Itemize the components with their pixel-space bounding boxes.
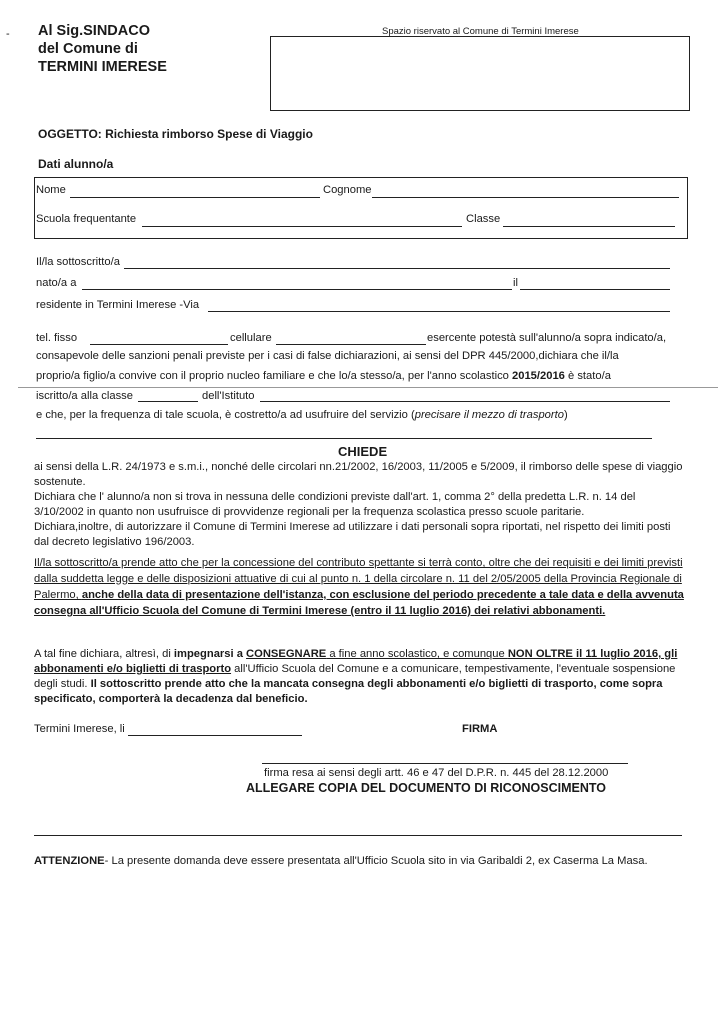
subject: OGGETTO: Richiesta rimborso Spese di Viaggio xyxy=(38,127,313,141)
via-field[interactable] xyxy=(208,311,670,312)
reserved-box xyxy=(270,36,690,111)
p5-g: Il sottoscritto prende atto che la mancata consegna degli abbonamenti e/o biglietti di trasporto, come sopra specificato, comporterà la decadenza dal beneficio. xyxy=(34,678,663,705)
line3-b: è stato/a xyxy=(564,370,611,382)
addressee-line3: TERMINI IMERESE xyxy=(38,59,167,75)
tel-fisso-label: tel. fisso xyxy=(36,332,78,344)
cognome-field[interactable] xyxy=(372,197,679,198)
allegare-notice: ALLEGARE COPIA DEL DOCUMENTO DI RICONOSCIMENTO xyxy=(246,781,606,795)
attention-label: ATTENZIONE xyxy=(34,855,105,867)
margin-mark: - xyxy=(6,28,10,40)
date-field[interactable] xyxy=(128,735,302,736)
chiede-p5 xyxy=(34,647,684,707)
school-year: 2015/2016 xyxy=(512,370,565,382)
scuola-label: Scuola frequentante xyxy=(36,213,137,225)
mezzo-trasporto-field[interactable] xyxy=(36,438,652,439)
iscritto-label: iscritto/a alla classe xyxy=(36,390,133,402)
potesta-text: esercente potestà sull'alunno/a sopra indicato/a, xyxy=(427,332,667,344)
tel-fisso-field[interactable] xyxy=(90,344,228,345)
sottoscritto-field[interactable] xyxy=(124,268,670,269)
scuola-field[interactable] xyxy=(142,226,462,227)
dichiarazione-line3 xyxy=(36,370,611,382)
p5-c: CONSEGNARE xyxy=(246,648,327,660)
addressee-line1: Al Sig.SINDACO xyxy=(38,23,150,39)
firma-field[interactable] xyxy=(262,763,628,764)
place-label: Termini Imerese, li xyxy=(34,723,125,735)
cellulare-field[interactable] xyxy=(276,344,426,345)
divider xyxy=(18,387,718,388)
cognome-label: Cognome xyxy=(323,184,372,196)
firma-label: FIRMA xyxy=(462,723,498,735)
data-nascita-field[interactable] xyxy=(520,289,670,290)
istituto-label: dell'Istituto xyxy=(202,390,255,402)
p5-f: all'Ufficio Scuola del Comune e a comunicare, tempestivamente, l'eventuale sospensione degli studi. xyxy=(34,663,676,690)
trasporto-c: ) xyxy=(563,409,568,421)
addressee-line2: del Comune di xyxy=(38,41,138,57)
p4-bold: anche della data di presentazione dell'istanza, con esclusione del periodo precedente a tale data e della avvenuta consegna all'Ufficio Scuola del Comune di Termini Imerese (entro il 11 luglio 2016) dei relativi abbonamenti. xyxy=(34,589,684,617)
chiede-p3: Dichiara,inoltre, di autorizzare il Comune di Termini Imerese ad utilizzare i dati personali sopra riportati, nel rispetto dei limiti posti dal decreto legislativo 196/2003. xyxy=(34,521,671,548)
cellulare-label: cellulare xyxy=(230,332,272,344)
classe-label: Classe xyxy=(466,213,501,225)
nato-label: nato/a a xyxy=(36,277,77,289)
residente-label: residente in Termini Imerese -Via xyxy=(36,299,200,311)
classe-field[interactable] xyxy=(503,226,675,227)
attention xyxy=(34,855,648,867)
p5-d: a fine anno scolastico, e comunque xyxy=(326,648,508,660)
student-section-title: Dati alunno/a xyxy=(38,157,114,171)
nome-field[interactable] xyxy=(70,197,320,198)
attention-text: - La presente domanda deve essere presentata all'Ufficio Scuola sito in via Garibaldi 2, ex Caserma La Masa. xyxy=(104,855,648,867)
nome-label: Nome xyxy=(36,184,66,196)
p5-a: A tal fine dichiara, altresì, di xyxy=(34,648,174,660)
addressee xyxy=(38,22,167,76)
chiede-p4 xyxy=(34,555,684,619)
firma-note: firma resa ai sensi degli artt. 46 e 47 del D.P.R. n. 445 del 28.12.2000 xyxy=(264,767,609,779)
chiede-p1: ai sensi della L.R. 24/1973 e s.m.i., nonché delle circolari nn.21/2002, 16/2003, 11/2005 e 5/2009, il rimborso delle spese di viaggio sostenute. xyxy=(34,461,683,488)
il-label: il xyxy=(513,277,518,289)
nato-field[interactable] xyxy=(82,289,512,290)
iscritto-classe-field[interactable] xyxy=(138,401,198,402)
dichiarazione-line2: consapevole delle sanzioni penali previste per i casi di false dichiarazioni, ai sensi del DPR 445/2000,dichiara che il/la xyxy=(36,350,619,362)
line3-a: proprio/a figlio/a convive con il proprio nucleo familiare e che lo/a stesso/a, per l'anno scolastico xyxy=(36,370,512,382)
trasporto-a: e che, per la frequenza di tale scuola, è costretto/a ad usufruire del servizio ( xyxy=(36,409,415,421)
footer-divider xyxy=(34,835,682,836)
p5-e: NON OLTRE il 11 luglio 2016, gli abbonamenti e/o biglietti di trasporto xyxy=(34,648,678,675)
trasporto-b: precisare il mezzo di trasporto xyxy=(414,409,564,421)
reserved-box-label: Spazio riservato al Comune di Termini Imerese xyxy=(382,26,579,37)
chiede-title: CHIEDE xyxy=(338,444,388,459)
istituto-field[interactable] xyxy=(260,401,670,402)
p5-b: impegnarsi a xyxy=(173,648,247,660)
p4-normal: Il/la sottoscritto/a prende atto che per la concessione del contributo spettante si terrà conto, oltre che dei requisiti e dei limiti previsti dalla suddetta legge e delle disposizioni attuative di cui al punto n. 1 della circolare n. 11 del 2/05/2005 della Provincia Regionale di Palermo, xyxy=(34,557,683,601)
sottoscritto-label: Il/la sottoscritto/a xyxy=(36,256,120,268)
chiede-p2: Dichiara che l' alunno/a non si trova in nessuna delle condizioni previste dall'art. 1, comma 2° della predetta L.R. n. 14 del 3/10/2002 in quanto non usufruisce di provvidenze regionali per la frequenza scolastica presso scuole paritarie. xyxy=(34,491,636,518)
trasporto-line xyxy=(36,409,568,421)
